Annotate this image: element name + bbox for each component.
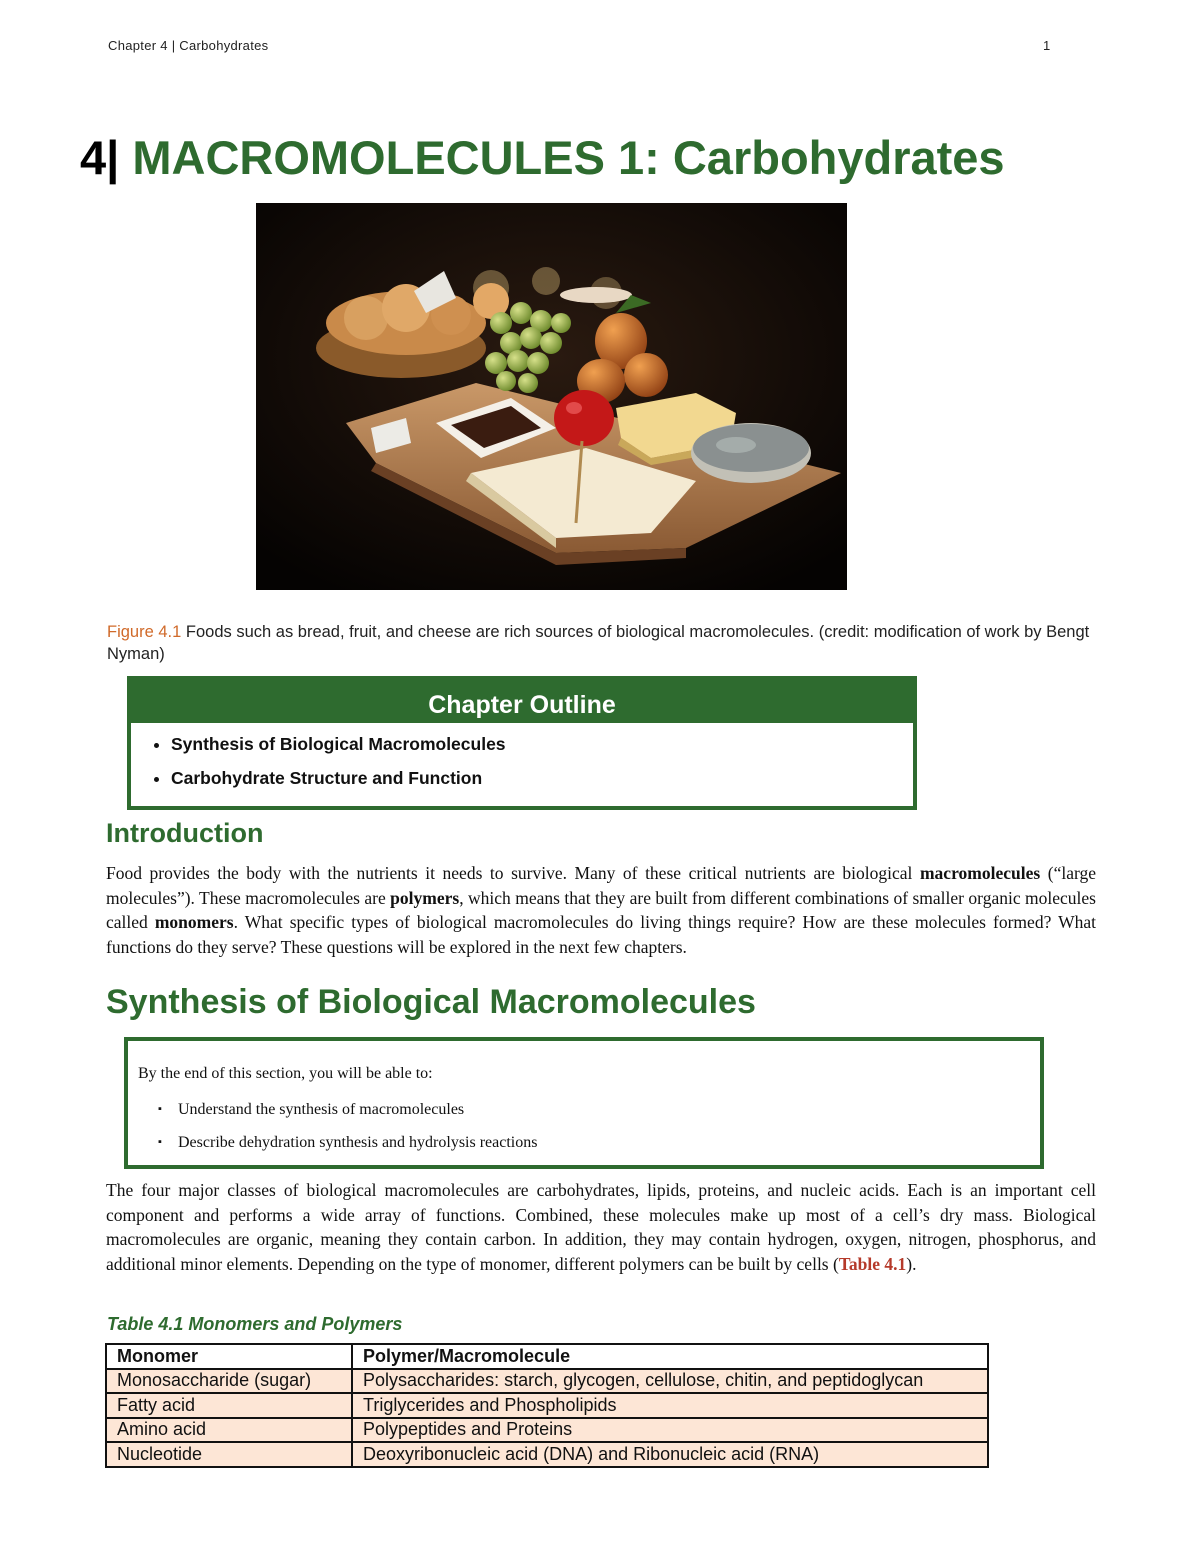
food-photo [256,203,847,590]
header-monomer: Monomer [106,1344,352,1369]
synthesis-heading: Synthesis of Biological Macromolecules [106,983,756,1021]
outline-item-carbohydrate: • Carbohydrate Structure and Function [171,761,913,795]
cell-monomer: Amino acid [106,1418,352,1443]
chapter-outline-list [131,723,913,795]
chapter-outline-box [127,676,917,810]
figure-caption-text: Foods such as bread, fruit, and cheese are rich sources of biological macromolecules. (credit: modification of work by Bengt Nyman) [107,623,1090,663]
cell-polymer: Triglycerides and Phospholipids [352,1393,988,1418]
synthesis-text-b: ). [906,1253,917,1274]
page-number: 1 [1043,38,1051,53]
objective-item: ▪ Understand the synthesis of macromolecules [158,1093,537,1126]
cell-polymer: Deoxyribonucleic acid (DNA) and Ribonucleic acid (RNA) [352,1442,988,1467]
chapter-title-text: MACROMOLECULES 1: Carbohydrates [132,131,1005,184]
synthesis-text-a: The four major classes of biological macromolecules are carbohydrates, lipids, proteins, and nucleic acids. Each is an important cell component and performs a wide array of functions. Combined, these molecules make up most of a cell’s dry mass. Biological macromolecules are organic, meaning they contain carbon. In addition, they may contain hydrogen, oxygen, nitrogen, phosphorus, and additional minor elements. Depending on the type of monomer, different polymers can be built by cells ( [106,1180,1096,1274]
running-head: Chapter 4 | Carbohydrates [108,38,269,53]
table-header-row [106,1344,988,1369]
term-polymers: polymers [390,887,460,908]
chapter-number: 4| [80,131,120,184]
table-4-1-link[interactable]: Table 4.1 [838,1253,907,1274]
chapter-title [80,130,1005,185]
figure-caption [107,621,1092,665]
objective-item: ▪ Describe dehydration synthesis and hydrolysis reactions [158,1126,537,1159]
cell-monomer: Nucleotide [106,1442,352,1467]
intro-text-4: . What specific types of biological macromolecules do living things require? How are these molecules formed? What functions do they serve? These questions will be explored in the next few chapters. [106,912,1096,957]
synthesis-paragraph [106,1178,1096,1276]
introduction-paragraph [106,861,1096,959]
table-title: Table 4.1 Monomers and Polymers [107,1314,403,1334]
cell-monomer: Fatty acid [106,1393,352,1418]
term-macromolecules: macromolecules [919,863,1041,883]
learning-objectives-box [124,1037,1044,1169]
intro-text-3: , which means that they are built from different combinations of smaller organic molecules called [106,887,1096,933]
cell-monomer: Monosaccharide (sugar) [106,1369,352,1394]
table-row [106,1418,988,1443]
table-row [106,1393,988,1418]
cell-polymer: Polysaccharides: starch, glycogen, cellulose, chitin, and peptidoglycan [352,1369,988,1394]
term-monomers: monomers [154,912,234,933]
figure-label: Figure 4.1 [107,623,182,641]
header-polymer: Polymer/Macromolecule [352,1344,988,1369]
cell-polymer: Polypeptides and Proteins [352,1418,988,1443]
intro-text-2: (“large molecules”). These macromolecules are [106,863,1096,908]
chapter-outline-heading: Chapter Outline [131,680,913,723]
table-row [106,1442,988,1467]
intro-text-1: Food provides the body with the nutrients it needs to survive. Many of these critical nutrients are biological [106,863,920,883]
objectives-list [158,1093,537,1159]
monomers-polymers-table [105,1343,989,1468]
objectives-intro: By the end of this section, you will be able to: [138,1065,433,1082]
food-photo-illustration [256,203,847,590]
introduction-heading: Introduction [106,818,264,848]
table-row [106,1369,988,1394]
outline-item-synthesis: • Synthesis of Biological Macromolecules [171,727,913,761]
